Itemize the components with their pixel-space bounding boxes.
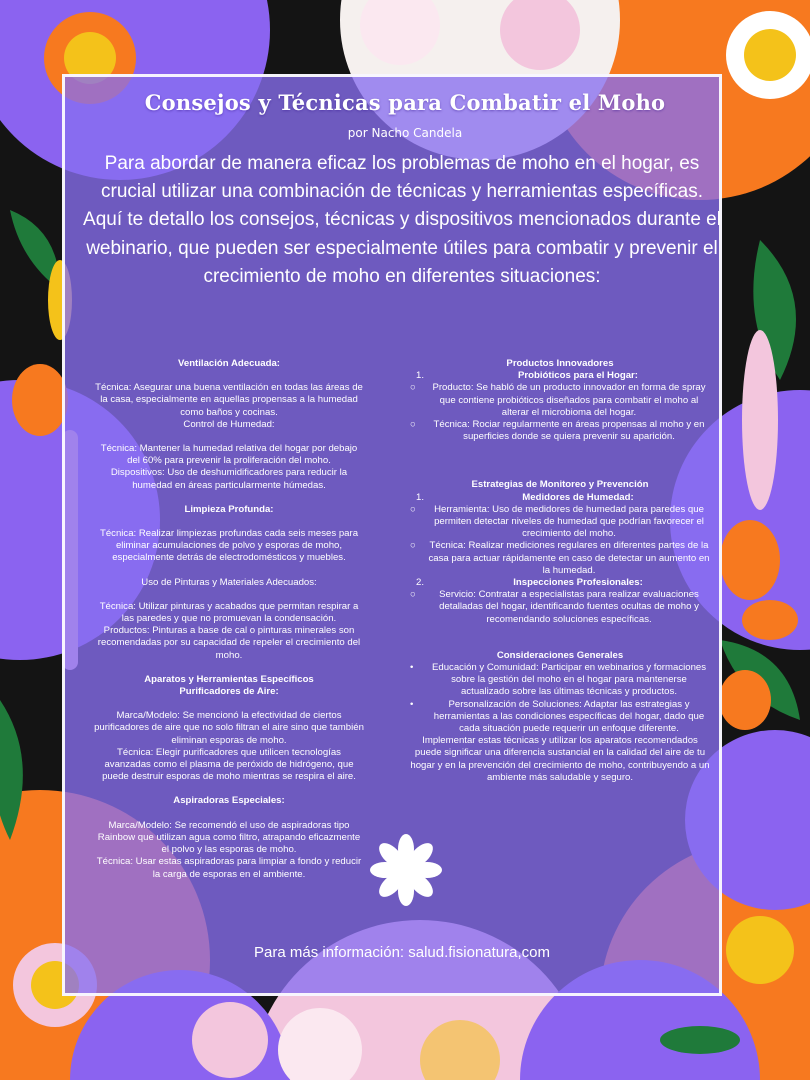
list-item: ○ Herramienta: Uso de medidores de humedad para paredes que permiten detectar niveles de humedad que podrían favorecer el crecimiento del moho. bbox=[410, 503, 704, 540]
closing-paragraph: Implementar estas técnicas y utilizar los aparatos recomendados puede significar una diferencia sustancial en la calidad del aire de tu hogar y en la prevención del crecimiento de moho, contribuyendo a un ambiente más saludable y seguro. bbox=[410, 735, 710, 783]
list-item: • Educación y Comunidad: Participar en webinarios y formaciones sobre la gestión del moho en el hogar para mantenerse actualizado sobre las últimas técnicas y productos. bbox=[410, 662, 707, 698]
disc-bullet-icon: • bbox=[410, 662, 414, 674]
limpieza-tecnica: Técnica: Realizar limpiezas profundas cada seis meses para eliminar acumulaciones de polvo y esporas de moho, especialmente detrás de electrodomésticos y muebles. bbox=[99, 528, 359, 564]
item-number: 1. bbox=[416, 370, 425, 382]
section-heading-productos: Productos Innovadores bbox=[506, 358, 614, 369]
section-heading-estrategias: Estrategias de Monitoreo y Prevención bbox=[471, 479, 649, 491]
inspecciones-heading: Inspecciones Profesionales: bbox=[513, 577, 643, 589]
numbered-item bbox=[410, 370, 710, 382]
pinturas-tecnica: Técnica: Utilizar pinturas y acabados que permitan respirar a las paredes y que no promuevan la condensación. bbox=[99, 600, 359, 625]
control-humedad-label: Control de Humedad: bbox=[183, 418, 275, 430]
section-heading-aparatos: Aparatos y Herramientas Específicos bbox=[144, 673, 314, 685]
probioticos-heading: Probióticos para el Hogar: bbox=[518, 370, 638, 382]
control-humedad-tecnica: Técnica: Mantener la humedad relativa del hogar por debajo del 60% para prevenir la proliferación del moho. bbox=[100, 443, 358, 467]
pinturas-productos: Productos: Pinturas a base de cal o pinturas minerales son recomendadas por su capacidad de repeler el crecimiento del moho. bbox=[97, 625, 361, 661]
right-column bbox=[410, 358, 710, 784]
purificadores-heading: Purificadores de Aire: bbox=[179, 686, 279, 698]
section-heading-ventilacion: Ventilación Adecuada: bbox=[177, 358, 280, 369]
section-heading-consideraciones: Consideraciones Generales bbox=[496, 649, 624, 661]
numbered-item bbox=[410, 492, 710, 504]
ventilacion-tecnica: Técnica: Asegurar una buena ventilación en todas las áreas de la casa, especialmente en aquellas propensas a la humedad como baños y cocinas. bbox=[95, 382, 363, 418]
author-line: por Nacho Candela bbox=[347, 126, 463, 140]
intro-paragraph: Para abordar de manera eficaz los problemas de moho en el hogar, es crucial utilizar una combinación de técnicas y herramientas específicas. Aquí te detallo los consejos, técnicas y dispositivos mencionados durante el webinario, que pueden ser especialmente útiles para combatir y prevenir el crecimiento de moho en diferentes situaciones: bbox=[83, 153, 721, 287]
aspiradoras-marca: Marca/Modelo: Se recomendó el uso de aspiradoras tipo Rainbow que utilizan agua como filtro, atrapando eficazmente el polvo y las esporas de moho. bbox=[97, 819, 361, 856]
pinturas-label: Uso de Pinturas y Materiales Adecuados: bbox=[141, 576, 317, 588]
list-item: ○ Técnica: Realizar mediciones regulares en diferentes partes de la casa para actuar rápidamente en caso de detectar un aumento en la humedad. bbox=[410, 540, 710, 576]
item-number: 2. bbox=[416, 577, 425, 589]
section-heading-limpieza: Limpieza Profunda: bbox=[184, 503, 274, 515]
list-item: ○ Técnica: Rociar regularmente en áreas propensas al moho y en superficies donde se quiera prevenir su aparición. bbox=[410, 419, 705, 443]
medidores-heading: Medidores de Humedad: bbox=[522, 491, 634, 503]
purificadores-tecnica: Técnica: Elegir purificadores que utilicen tecnologías avanzadas como el plasma de peróxido de hidrógeno, que puede destruir esporas de moho mientras se respira el aire. bbox=[102, 746, 356, 783]
circle-bullet-icon: ○ bbox=[410, 382, 416, 394]
disc-bullet-icon: • bbox=[410, 698, 414, 710]
control-humedad-dispositivos: Dispositivos: Uso de deshumidificadores para reducir la humedad en áreas particularmente húmedas. bbox=[110, 467, 348, 491]
footer-info: Para más información: salud.fisionatura,com bbox=[254, 944, 550, 961]
circle-bullet-icon: ○ bbox=[410, 540, 416, 552]
white-flower-icon bbox=[368, 832, 444, 908]
section-heading-aspiradoras: Aspiradoras Especiales: bbox=[173, 795, 285, 807]
aspiradoras-tecnica: Técnica: Usar estas aspiradoras para limpiar a fondo y reducir la carga de esporas en el ambiente. bbox=[96, 856, 362, 880]
page-title: Consejos y Técnicas para Combatir el Moho bbox=[144, 90, 666, 115]
circle-bullet-icon: ○ bbox=[410, 419, 416, 431]
circle-bullet-icon: ○ bbox=[410, 503, 416, 515]
numbered-item bbox=[410, 577, 710, 589]
list-item: ○ Servicio: Contratar a especialistas para realizar evaluaciones detalladas del hogar, identificando fuentes ocultas de moho y recomendando soluciones específicas. bbox=[410, 589, 699, 625]
left-column bbox=[94, 358, 364, 881]
list-item: • Personalización de Soluciones: Adaptar las estrategias y herramientas a las condiciones específicas del hogar, dado que cada situación puede requerir un enfoque diferente. bbox=[410, 698, 705, 735]
purificadores-marca: Marca/Modelo: Se mencionó la efectividad de ciertos purificadores de aire que no solo filtran el aire sino que también eliminan esporas de moho. bbox=[94, 710, 364, 746]
list-item: ○ Producto: Se habló de un producto innovador en forma de spray que contiene probióticos diseñados para combatir el moho al alterar el microbioma del hogar. bbox=[410, 382, 706, 418]
circle-bullet-icon: ○ bbox=[410, 589, 416, 601]
item-number: 1. bbox=[416, 491, 425, 503]
